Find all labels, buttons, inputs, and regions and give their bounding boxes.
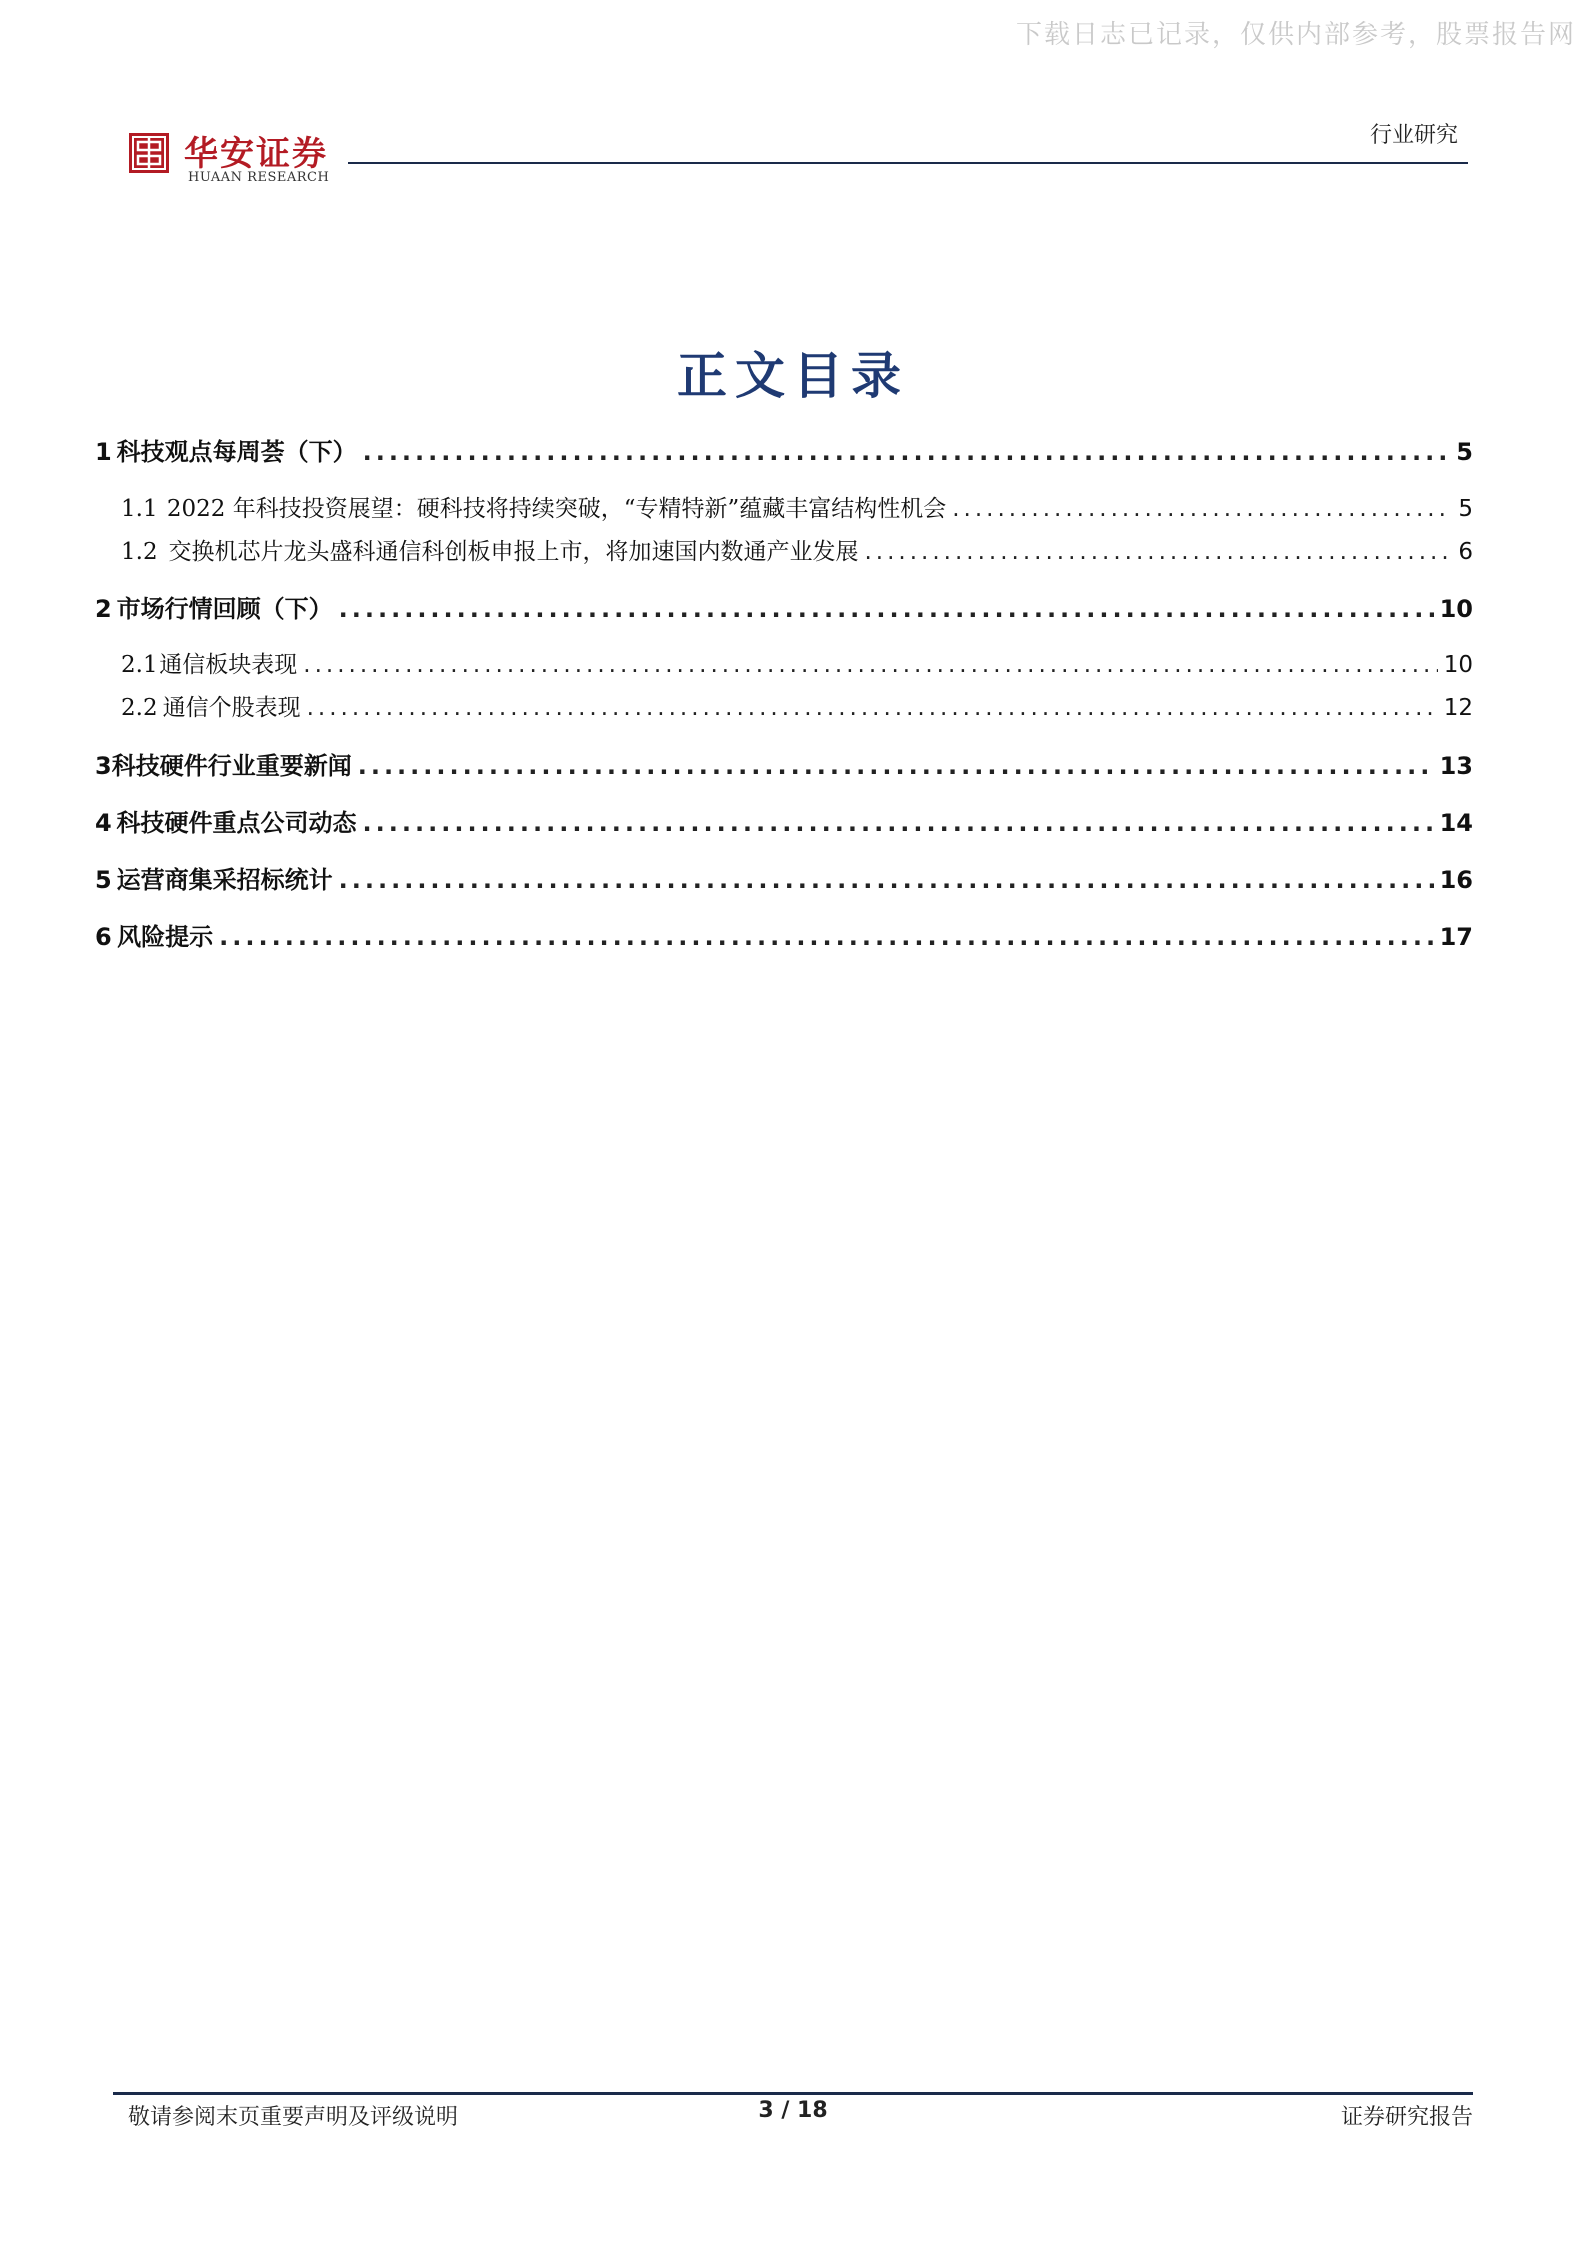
toc-page-number: 5 xyxy=(1456,438,1473,466)
toc-leader-dots xyxy=(339,866,1434,894)
toc-leader-dots xyxy=(307,695,1438,721)
toc-entry[interactable] xyxy=(95,432,1473,467)
toc-entry[interactable] xyxy=(95,689,1473,722)
toc-number: 2 xyxy=(95,595,112,623)
toc-leader-dots xyxy=(865,539,1453,565)
toc-number: 6 xyxy=(95,923,112,951)
toc-entry[interactable] xyxy=(95,803,1473,838)
footer-divider xyxy=(113,2092,1473,2095)
page-header xyxy=(128,118,1468,185)
toc-number: 4 xyxy=(95,809,112,837)
toc-page-number: 10 xyxy=(1443,652,1473,678)
logo-chinese-name: 华安证券 xyxy=(184,134,328,174)
watermark-text: 下载日志已记录，仅供内部参考，股票报告网 xyxy=(1015,20,1576,50)
toc-page-number: 14 xyxy=(1439,809,1473,837)
toc-entry[interactable] xyxy=(95,589,1473,624)
toc-label: 2022 年科技投资展望：硬科技将持续突破，“专精特新”蕴藏丰富结构性机会 xyxy=(166,496,947,522)
toc-number: 3 xyxy=(95,752,112,780)
footer-disclaimer-note: 敬请参阅末页重要声明及评级说明 xyxy=(128,2105,459,2130)
toc-page-number: 17 xyxy=(1439,923,1473,951)
toc-leader-dots xyxy=(219,923,1433,951)
logo-english-name: HUAAN RESEARCH xyxy=(188,170,330,185)
toc-number: 1.2 xyxy=(121,539,158,565)
toc-leader-dots xyxy=(363,438,1451,466)
total-pages: 18 xyxy=(797,2098,828,2123)
toc-label: 风险提示 xyxy=(117,923,214,951)
toc-leader-dots xyxy=(363,809,1434,837)
toc-number: 1.1 xyxy=(121,496,158,522)
toc-entry[interactable] xyxy=(95,533,1473,566)
report-category: 行业研究 xyxy=(1369,123,1458,148)
toc-entry[interactable] xyxy=(95,860,1473,895)
current-page: 3 xyxy=(758,2098,774,2123)
toc-page-number: 16 xyxy=(1439,866,1473,894)
toc-label: 通信个股表现 xyxy=(162,695,301,721)
footer-report-type: 证券研究报告 xyxy=(1340,2105,1473,2130)
toc-page-number: 6 xyxy=(1458,539,1473,565)
toc-label: 科技硬件行业重要新闻 xyxy=(111,752,352,780)
toc-page-number: 10 xyxy=(1439,595,1473,623)
toc-entry[interactable] xyxy=(95,746,1473,781)
huaan-seal-icon xyxy=(128,132,170,174)
toc-number: 2.2 xyxy=(121,695,158,721)
toc-label: 运营商集采招标统计 xyxy=(116,866,333,894)
page-title: 正文目录 xyxy=(677,346,909,405)
toc-leader-dots xyxy=(339,595,1434,623)
toc-label: 市场行情回顾（下） xyxy=(116,595,333,623)
toc-label: 科技观点每周荟（下） xyxy=(116,438,357,466)
toc-entry[interactable] xyxy=(95,490,1473,523)
toc-number: 5 xyxy=(95,866,112,894)
toc-page-number: 13 xyxy=(1439,752,1473,780)
toc-page-number: 5 xyxy=(1458,496,1473,522)
toc-number: 1 xyxy=(95,438,112,466)
toc-leader-dots xyxy=(303,652,1437,678)
page-separator: / xyxy=(773,2098,798,2123)
toc-entry[interactable] xyxy=(95,646,1473,679)
toc-leader-dots xyxy=(358,752,1434,780)
toc-label: 交换机芯片龙头盛科通信科创板申报上市，将加速国内数通产业发展 xyxy=(168,539,859,565)
toc-page-number: 12 xyxy=(1443,695,1473,721)
toc-label: 科技硬件重点公司动态 xyxy=(116,809,357,837)
header-divider xyxy=(348,162,1468,164)
toc-entry[interactable] xyxy=(95,917,1473,952)
toc-label: 通信板块表现 xyxy=(159,652,298,678)
toc-number: 2.1 xyxy=(121,652,158,678)
toc-leader-dots xyxy=(952,496,1452,522)
